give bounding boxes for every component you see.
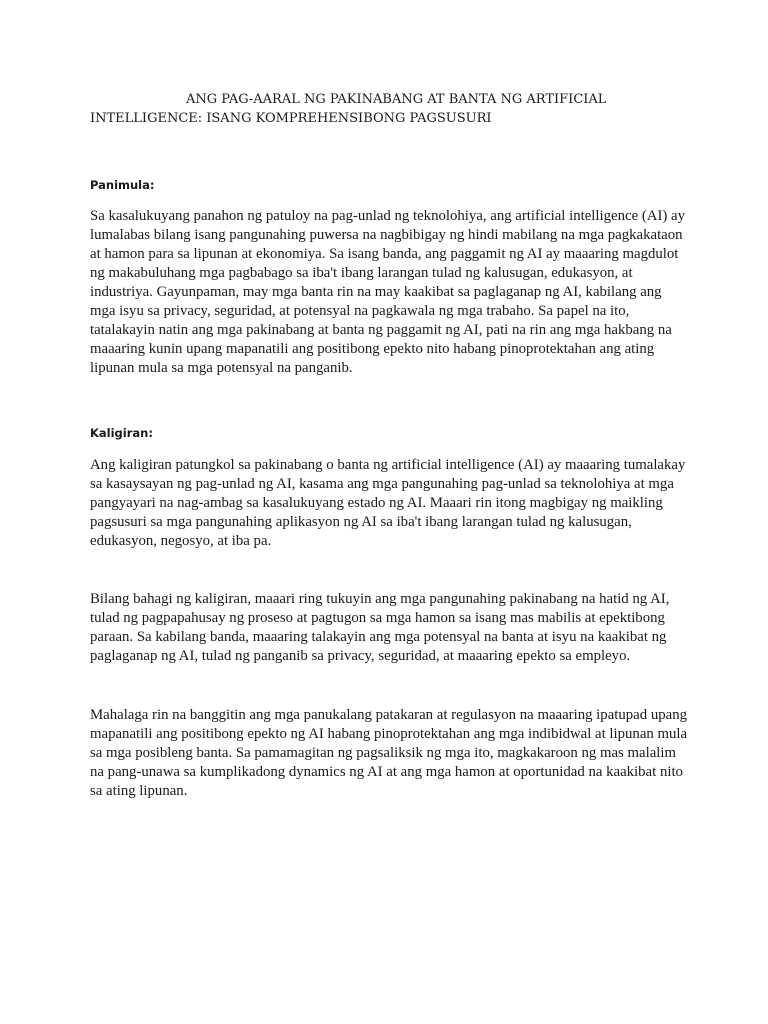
section-heading-panimula: Panimula:	[90, 178, 155, 192]
document-page	[90, 90, 690, 801]
document-title: ANG PAG-AARAL NG PAKINABANG AT BANTA NG ARTIFICIAL INTELLIGENCE: ISANG KOMPREHENSIBONG PAGSUSURI	[90, 92, 607, 126]
paragraph-kaligiran-2: Bilang bahagi ng kaligiran, maaari ring tukuyin ang mga pangunahing pakinabang na hatid ng AI, tulad ng pagpapahusay ng proseso at pagtugon sa mga hamon sa isang mas mabilis at epektibong paraan. Sa kabilang banda, maaaring talakayin ang mga potensyal na banta at isyu na kaakibat ng paglaganap ng AI, tulad ng panganib sa privacy, seguridad, at maaaring epekto sa empleyo.	[90, 591, 670, 664]
paragraph-kaligiran-3: Mahalaga rin na banggitin ang mga panukalang patakaran at regulasyon na maaaring ipatupad upang mapanatili ang positibong epekto ng AI habang pinoprotektahan ang mga indibidwal at lipunan mula sa mga posibleng banta. Sa pamamagitan ng pagsaliksik ng mga ito, magkakaroon ng mas malalim na pang-unawa sa kumplikadong dynamics ng AI at ang mga hamon at oportunidad na kaakibat nito sa ating lipunan.	[90, 707, 688, 799]
paragraph-kaligiran-1: Ang kaligiran patungkol sa pakinabang o banta ng artificial intelligence (AI) ay maaaring tumalakay sa kasaysayan ng pag-unlad ng AI, kasama ang mga pangunahing pag-unlad sa teknolohiya at mga pangyayari na nag-ambag sa kasalukuyang estado ng AI. Maaari rin itong magbigay ng maikling pagsusuri sa mga pangunahing aplikasyon ng AI sa iba't ibang larangan tulad ng kalusugan, edukasyon, negosyo, at iba pa.	[90, 457, 686, 549]
section-heading-kaligiran: Kaligiran:	[90, 426, 153, 440]
paragraph-panimula: Sa kasalukuyang panahon ng patuloy na pag-unlad ng teknolohiya, ang artificial intelligence (AI) ay lumalabas bilang isang pangunahing puwersa na nagbibigay ng hindi mabilang na mga pagkakataon at hamon para sa lipunan at ekonomiya. Sa isang banda, ang paggamit ng AI ay maaaring magdulot ng makabuluhang mga pagbabago sa iba't ibang larangan tulad ng kalusugan, edukasyon, at industriya. Gayunpaman, may mga banta rin na may kaakibat sa paglaganap ng AI, kabilang ang mga isyu sa privacy, seguridad, at potensyal na pagkawala ng mga trabaho. Sa papel na ito, tatalakayin natin ang mga pakinabang at banta ng paggamit ng AI, pati na rin ang mga hakbang na maaaring kunin upang mapanatili ang positibong epekto nito habang pinoprotektahan ang ating lipunan mula sa mga potensyal na panganib.	[90, 208, 685, 376]
